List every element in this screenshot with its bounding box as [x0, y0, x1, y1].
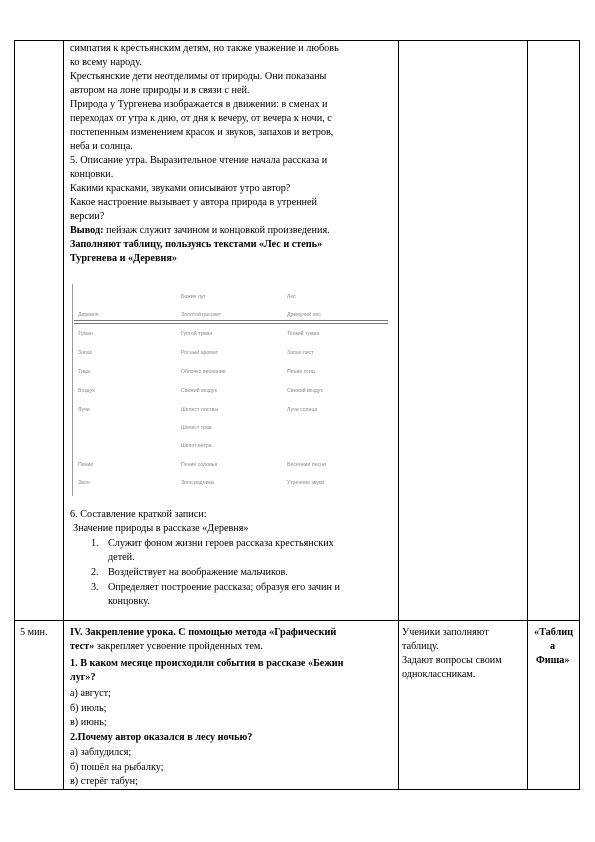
- summary-title: 6. Составление краткой записи:: [70, 509, 207, 520]
- row-divider: [14, 620, 580, 621]
- time-cell: 5 мин.: [20, 627, 48, 638]
- summary-item-text: Определяет построение рассказа; образуя его зачин и: [108, 582, 340, 593]
- comparison-cell: Пение соловья: [181, 462, 218, 468]
- text-line: постепенным изменением красок и звуков, запахов и ветров,: [70, 127, 334, 138]
- comparison-cell: Пение: [78, 462, 94, 468]
- comparison-cell: Деревня: [78, 312, 99, 318]
- comparison-cell: Свежий воздух: [287, 388, 323, 394]
- answer-option: б) пошёл на рыбалку;: [70, 762, 164, 773]
- summary-item-text: детей.: [108, 552, 135, 563]
- conclusion-label: Вывод:: [70, 225, 104, 236]
- text-line: симпатия к крестьянским детям, но также уважение и любовь: [70, 43, 339, 54]
- answer-option: а) август;: [70, 688, 111, 699]
- table-border-col1: [63, 40, 64, 790]
- table-border-top: [14, 40, 580, 41]
- text-line: концовки.: [70, 169, 114, 180]
- comparison-cell: Шелест трав: [181, 425, 212, 431]
- comparison-cell: Дремучий лес: [287, 312, 321, 318]
- comparison-table-header-line: [74, 320, 388, 321]
- summary-item-text: Служит фоном жизни героев рассказа крестьянских: [108, 538, 334, 549]
- comparison-cell: Лучи солнца: [287, 407, 318, 413]
- comparison-cell: Густой туман: [181, 331, 213, 337]
- answer-option: в) стерёг табун;: [70, 776, 138, 787]
- comparison-header: Лес: [287, 294, 296, 300]
- resource-cell: Фиша»: [536, 655, 570, 666]
- comparison-cell: Звон: [78, 480, 90, 486]
- text-line: версии?: [70, 211, 105, 222]
- resource-cell: а: [550, 641, 556, 652]
- text-line: Крестьянские дети неотделимы от природы. Они показаны: [70, 71, 327, 82]
- conclusion-line: [70, 224, 330, 238]
- stage-heading-bold: тест»: [70, 641, 95, 652]
- summary-item-text: Воздействует на воображение мальчиков.: [108, 567, 288, 578]
- comparison-cell: Утренние звуки: [287, 480, 325, 486]
- question-2: 2.Почему автор оказался в лесу ночью?: [70, 732, 253, 743]
- summary-item-number: 3.: [91, 582, 99, 593]
- comparison-cell: Шепот ветра: [181, 443, 212, 449]
- comparison-cell: Туман: [78, 331, 93, 337]
- conclusion-text: пейзаж служит зачином и концовкой произведения.: [103, 225, 330, 236]
- comparison-table-left-line: [72, 284, 73, 496]
- resource-cell: «Таблиц: [534, 627, 574, 638]
- task-line: Заполняют таблицу, пользуясь текстами «Лес и степь»: [70, 239, 323, 250]
- summary-item-number: 2.: [91, 567, 99, 578]
- comparison-cell: Пение птиц: [287, 369, 315, 375]
- table-border-col3: [527, 40, 528, 790]
- stage-heading-line2: [70, 640, 263, 654]
- comparison-cell: Тишь: [78, 369, 91, 375]
- students-activity: Задают вопросы своим: [402, 655, 502, 666]
- comparison-cell: Весенние песни: [287, 462, 326, 468]
- stage-heading-rest: закрепляет усвоение пройденных тем.: [94, 641, 263, 652]
- table-border-bottom: [14, 789, 580, 790]
- students-activity: таблицу.: [402, 641, 439, 652]
- text-line: Какое настроение вызывает у автора природа в утренней: [70, 197, 317, 208]
- comparison-cell: Росный аромат: [181, 350, 219, 356]
- comparison-header: Бежин луг: [181, 294, 206, 300]
- comparison-cell: Звон родника: [181, 480, 214, 486]
- stage-heading: IV. Закрепление урока. С помощью метода «Графический: [70, 627, 337, 638]
- comparison-cell: Запах лист: [287, 350, 314, 356]
- text-line: 5. Описание утра. Выразительное чтение начала рассказа и: [70, 155, 328, 166]
- comparison-cell: Воздух: [78, 388, 95, 394]
- table-border-left: [14, 40, 15, 790]
- text-line: Какими красками, звуками описывают утро автор?: [70, 183, 291, 194]
- summary-item-text: концовку.: [108, 596, 150, 607]
- comparison-cell: Свежий воздух: [181, 388, 217, 394]
- table-border-right: [579, 40, 580, 790]
- text-line: Природа у Тургенева изображается в движении: в сменах и: [70, 99, 328, 110]
- comparison-cell: Золотой рассвет: [181, 312, 222, 318]
- text-line: ко всему народу.: [70, 57, 142, 68]
- comparison-cell: Запах: [78, 350, 93, 356]
- table-border-col2: [398, 40, 399, 790]
- answer-option: в) июнь;: [70, 717, 107, 728]
- summary-subtitle: Значение природы в рассказе «Деревня»: [73, 523, 249, 534]
- answer-option: б) июль;: [70, 703, 107, 714]
- text-line: переходах от утра к дню, от дня к вечеру, от вечера к ночи, с: [70, 113, 332, 124]
- text-line: автором на лоне природы и в связи с ней.: [70, 85, 250, 96]
- question-1: луг»?: [70, 672, 96, 683]
- summary-item-number: 1.: [91, 538, 99, 549]
- comparison-cell: Шелест листвы: [181, 407, 219, 413]
- comparison-cell: Облачко весенние: [181, 369, 226, 375]
- text-line: неба и солнца.: [70, 141, 133, 152]
- question-1: 1. В каком месяце происходили события в рассказе «Бежин: [70, 658, 344, 669]
- students-activity: одноклассникам.: [402, 669, 476, 680]
- comparison-table-line: [74, 323, 388, 324]
- students-activity: Ученики заполняют: [402, 627, 489, 638]
- answer-option: а) заблудился;: [70, 747, 132, 758]
- task-line: Тургенева и «Деревня»: [70, 253, 177, 264]
- comparison-cell: Тонкий туман: [287, 331, 320, 337]
- comparison-cell: Лучи: [78, 407, 90, 413]
